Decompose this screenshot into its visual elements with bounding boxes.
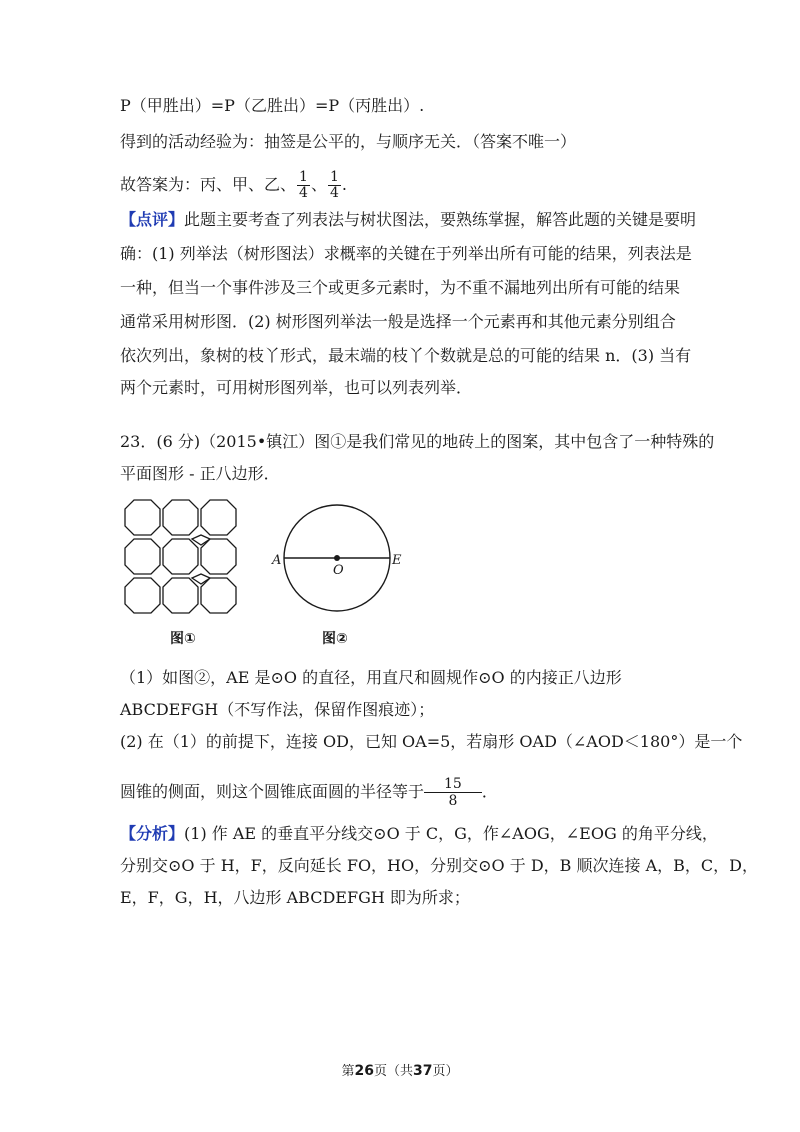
problem-line-2: 平面图形 - 正八边形． [120, 464, 280, 483]
comment-line-6: 两个元素时，可用树形图列举，也可以列表列举． [120, 378, 473, 397]
analysis-tag: 【分析】 [120, 824, 185, 843]
figure-octagon-tiles [122, 497, 240, 617]
analysis-line-1: 【分析】(1) 作 AE 的垂直平分线交⊙O 于 C，G，作∠AOG，∠EOG 的角平分线， [120, 824, 718, 843]
tile-octagon [201, 578, 236, 613]
comment-line-1: 【点评】此题主要考查了列表法与树状图法，要熟练掌握，解答此题的关键是要明 [120, 210, 697, 229]
analysis-line-3: E，F，G，H，八边形 ABCDEFGH 即为所求； [120, 888, 470, 907]
answer-prefix: 故答案为：丙、甲、乙、 [120, 175, 297, 194]
fraction-quarter-2: $\frac{1}{4}$ [329, 169, 339, 201]
answer-separator: 、 [310, 175, 327, 194]
label-e: E [392, 553, 402, 568]
center-point [334, 555, 340, 561]
label-a: A [272, 553, 282, 568]
tile-octagon [125, 539, 160, 574]
question-2-line-2: 圆锥的侧面，则这个圆锥底面圆的半径等于 $\frac{15}{8}$ ． [120, 776, 498, 809]
tile-square [192, 535, 210, 545]
tile-octagon [201, 539, 236, 574]
page-footer: 第26页（共37页） [341, 1063, 459, 1079]
tile-square [192, 574, 210, 584]
question-1-line-2: ABCDEFGH（不写作法，保留作图痕迹）； [120, 700, 435, 719]
question-1-line-1: （1）如图②，AE 是⊙O 的直径，用直尺和圆规作⊙O 的内接正八边形 [120, 668, 622, 687]
fraction-quarter-1: $\frac{1}{4}$ [299, 169, 308, 201]
tile-octagon [201, 500, 236, 535]
page-number: 26 [354, 1063, 374, 1079]
text-line-probability: P（甲胜出）=P（乙胜出）=P（丙胜出）. [120, 96, 425, 115]
figure-1-caption: 图① [170, 631, 196, 647]
figure-circle [268, 498, 408, 622]
label-o: O [333, 563, 344, 578]
answer-end: . [341, 175, 347, 194]
analysis-line-2: 分别交⊙O 于 H，F，反向延长 FO，HO，分别交⊙O 于 D，B 顺次连接 A，B，C，D， [120, 856, 758, 875]
text-line-experience: 得到的活动经验为：抽签是公平的，与顺序无关．（答案不唯一） [120, 132, 577, 151]
tile-octagon [163, 500, 198, 535]
problem-line-1: 23．(6 分)（2015•镇江）图①是我们常见的地砖上的图案，其中包含了一种特殊的 [120, 432, 715, 451]
text-line-answer [120, 170, 347, 201]
tile-octagon [163, 539, 198, 574]
comment-line-4: 通常采用树形图．(2) 树形图列举法一般是选择一个元素再和其他元素分别组合 [120, 312, 676, 331]
page-total: 37 [413, 1063, 433, 1079]
tile-octagon [125, 500, 160, 535]
tile-octagon [125, 578, 160, 613]
question-2-line-1: (2) 在（1）的前提下，连接 OD，已知 OA=5，若扇形 OAD（∠AOD＜180°）是一个 [120, 732, 743, 751]
figure-2-caption: 图② [322, 631, 348, 647]
comment-line-2: 确：(1) 列举法（树形图法）求概率的关键在于列举出所有可能的结果，列表法是 [120, 244, 692, 263]
tile-octagon [163, 578, 198, 613]
comment-tag: 【点评】 [120, 210, 185, 229]
comment-line-5: 依次列出，象树的枝丫形式，最末端的枝丫个数就是总的可能的结果 n．(3) 当有 [120, 346, 692, 365]
comment-line-3: 一种，但当一个事件涉及三个或更多元素时，为不重不漏地列出所有可能的结果 [120, 278, 681, 297]
answer-fraction: $\frac{15}{8}$ [438, 776, 468, 809]
